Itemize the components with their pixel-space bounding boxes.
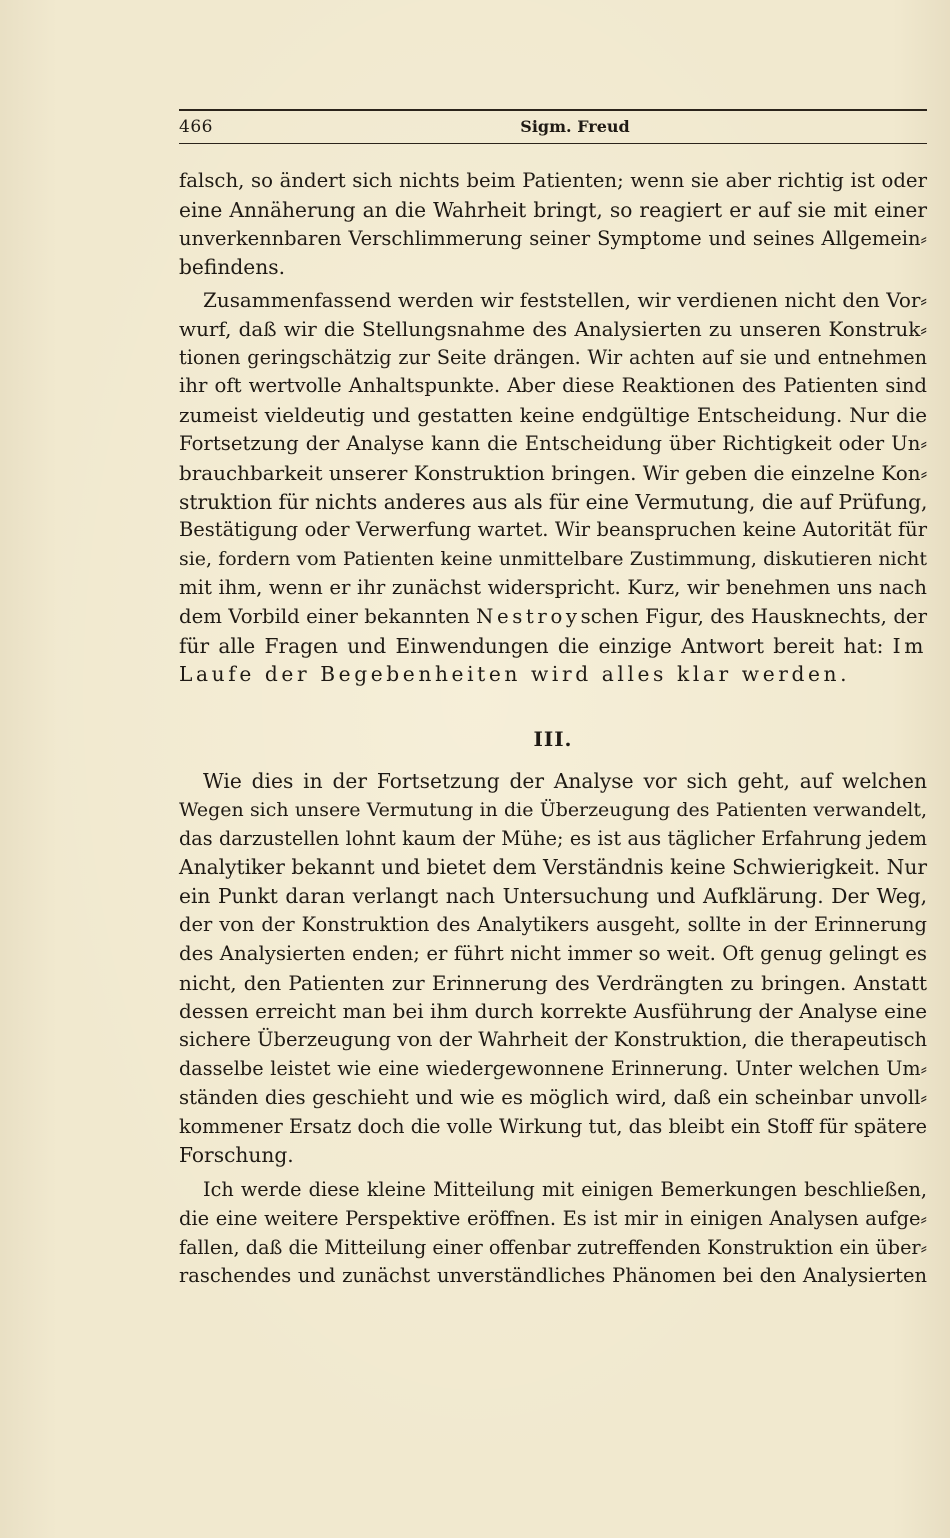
- header-rule-bottom: [179, 143, 927, 144]
- text-line: ständen dies geschieht und wie es möglich wird, daß ein scheinbar unvoll⸗: [179, 1085, 927, 1109]
- text-fragment: schen Figur, des Hausknechts, der: [580, 604, 927, 628]
- text-line: das darzustellen lohnt kaum der Mühe; es ist aus täglicher Erfahrung jedem: [179, 826, 927, 850]
- spaced-name-nestroy: Nestroy: [476, 604, 581, 628]
- text-fragment: für alle Fragen und Einwendungen die einzige Antwort bereit hat:: [179, 633, 893, 658]
- header-rule-top: [179, 109, 927, 111]
- text-line-spaced-quote: Laufe der Begebenheiten wird alles klar werden.: [179, 662, 851, 687]
- text-line: Zusammenfassend werden wir feststellen, wir verdienen nicht den Vor⸗: [203, 288, 927, 312]
- text-line: nicht, den Patienten zur Erinnerung des Verdrängten zu bringen. Anstatt: [179, 970, 927, 995]
- text-fragment: dem Vorbild einer bekannten: [179, 604, 477, 628]
- text-line: brauchbarkeit unserer Konstruktion bringen. Wir geben die einzelne Kon⸗: [179, 460, 928, 485]
- text-line: Ich werde diese kleine Mitteilung mit einigen Bemerkungen beschließen,: [203, 1178, 927, 1201]
- running-head: Sigm. Freud: [520, 117, 630, 136]
- paragraph-section-three: [179, 767, 927, 1170]
- text-line-nestroy: [179, 603, 927, 632]
- section-heading: III.: [533, 727, 573, 751]
- text-line: sie, fordern vom Patienten keine unmittelbare Zustimmung, diskutieren nicht: [179, 548, 927, 571]
- text-line: ein Punkt daran verlangt nach Untersuchung und Aufklärung. Der Weg,: [179, 884, 927, 909]
- text-line: befindens.: [179, 255, 285, 280]
- text-line: Bestätigung oder Verwerfung wartet. Wir beanspruchen keine Autorität für: [179, 518, 927, 542]
- text-line: ihr oft wertvolle Anhaltspunkte. Aber diese Reaktionen des Patienten sind: [179, 374, 927, 398]
- paragraph-closing: [179, 1176, 927, 1291]
- text-line: falsch, so ändert sich nichts beim Patienten; wenn sie aber richtig ist oder: [179, 169, 927, 192]
- text-line: Forschung.: [179, 1143, 294, 1168]
- page-number: 466: [179, 117, 213, 137]
- text-line: dasselbe leistet wie eine wiedergewonnene Erinnerung. Unter welchen Um⸗: [179, 1056, 927, 1080]
- text-line: struktion für nichts anderes aus als für eine Vermutung, die auf Prüfung,: [179, 489, 928, 514]
- text-line: Wie dies in der Fortsetzung der Analyse vor sich geht, auf welchen: [203, 769, 927, 793]
- text-line: tionen geringschätzig zur Seite drängen. Wir achten auf sie und entnehmen: [179, 345, 927, 369]
- text-line: Analytiker bekannt und bietet dem Verständnis keine Schwierigkeit. Nur: [179, 855, 927, 880]
- text-line: zumeist vieldeutig und gestatten keine endgültige Entscheidung. Nur die: [179, 403, 927, 428]
- text-line: wurf, daß wir die Stellungsnahme des Analysierten zu unseren Konstruk⸗: [179, 316, 927, 341]
- text-line: fallen, daß die Mitteilung einer offenbar zutreffenden Konstruktion ein über⸗: [179, 1235, 927, 1259]
- text-line: Fortsetzung der Analyse kann die Entscheidung über Richtigkeit oder Un⸗: [179, 431, 927, 455]
- spaced-text: Im: [892, 633, 927, 658]
- text-line: die eine weitere Perspektive eröffnen. Es ist mir in einigen Analysen aufge⸗: [179, 1206, 927, 1230]
- text-line: der von der Konstruktion des Analytikers ausgeht, sollte in der Erinnerung: [179, 912, 927, 936]
- text-line: unverkennbaren Verschlimmerung seiner Symptome und seines Allgemein⸗: [179, 226, 927, 250]
- text-line: eine Annäherung an die Wahrheit bringt, so reagiert er auf sie mit einer: [179, 197, 927, 222]
- text-line: des Analysierten enden; er führt nicht immer so weit. Oft genug gelingt es: [179, 941, 927, 965]
- text-line: [179, 632, 927, 661]
- text-line: mit ihm, wenn er ihr zunächst widerspricht. Kurz, wir benehmen uns nach: [179, 575, 927, 599]
- text-line: Wegen sich unsere Vermutung in die Überzeugung des Patienten verwandelt,: [179, 798, 927, 821]
- text-line: dessen erreicht man bei ihm durch korrekte Ausführung der Analyse eine: [179, 999, 927, 1024]
- text-line: sichere Überzeugung von der Wahrheit der Konstruktion, die therapeutisch: [179, 1028, 927, 1052]
- text-line: raschendes und zunächst unverständliches Phänomen bei den Analysierten: [179, 1264, 927, 1288]
- text-line: kommener Ersatz doch die volle Wirkung tut, das bleibt ein Stoff für spätere: [179, 1114, 927, 1138]
- paragraph-continuation: [179, 167, 927, 282]
- paragraph-zusammenfassend: [179, 286, 927, 689]
